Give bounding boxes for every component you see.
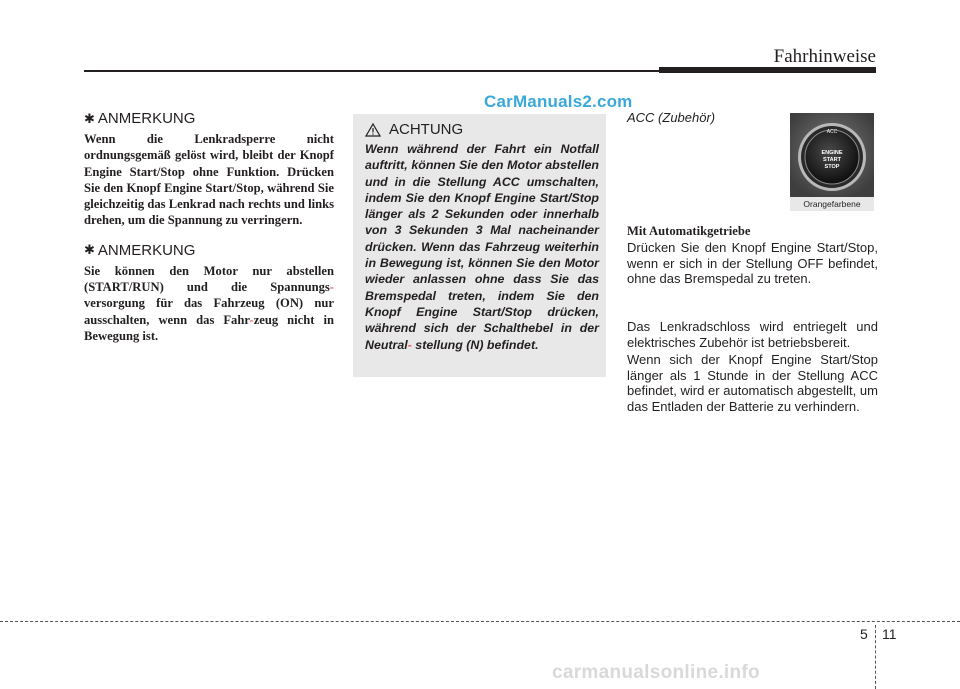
warning-box	[353, 114, 606, 377]
warning-heading-text: ACHTUNG	[389, 121, 464, 138]
header-rule-thin	[84, 70, 660, 72]
warning-body-part2: stellung (N) befindet.	[415, 337, 539, 352]
engine-button-photo	[790, 113, 874, 211]
cross-star-icon: ✱	[84, 110, 95, 126]
paragraph-3: Wenn sich der Knopf Engine Start/Stop länger als 1 Stunde in der Stellung ACC befindet, wird er automatisch abgestellt, um das Entladen der Batterie zu verhindern.	[627, 352, 878, 414]
watermark-top: CarManuals2.com	[484, 92, 633, 111]
engine-button-image	[790, 113, 874, 197]
warning-heading	[365, 121, 599, 138]
acc-heading: ACC (Zubehör)	[627, 110, 716, 125]
note-heading-2	[84, 242, 334, 259]
note-heading-1	[84, 110, 334, 127]
button-text-line-3: STOP	[824, 164, 840, 170]
warning-body	[365, 141, 599, 353]
cross-star-icon: ✱	[84, 242, 95, 258]
page-number-divider	[875, 625, 876, 689]
hyphen-mark: -	[249, 312, 254, 327]
paragraph-2: Das Lenkradschloss wird entriegelt und elektrisches Zubehör ist betriebsbereit.	[627, 319, 878, 350]
header-rule-thick	[659, 67, 876, 73]
note-heading-text: ANMERKUNG	[97, 110, 196, 127]
photo-caption: Orangefarbene	[790, 197, 874, 211]
button-text-line-2: START	[823, 157, 841, 163]
hyphen-mark: -	[407, 337, 412, 352]
button-text-line-1: ENGINE	[821, 150, 843, 156]
page-number: 11	[882, 626, 897, 642]
note-body-2-part2: versorgung für das Fahrzeug (ON) nur ausschalten, wenn das Fahr	[84, 296, 334, 327]
hyphen-mark: -	[329, 280, 334, 295]
page-header-title: Fahrhinweise	[773, 46, 876, 67]
note-heading-text: ANMERKUNG	[97, 241, 196, 259]
note-body-2	[84, 263, 334, 344]
notes-column	[84, 110, 334, 357]
note-body-2-part3: zeug nicht in Bewegung ist.	[84, 312, 334, 343]
watermark-bottom: carmanualsonline.info	[552, 662, 760, 683]
chapter-number: 5	[860, 626, 868, 642]
footer-dashed-rule	[0, 621, 960, 622]
subheading-automatic: Mit Automatikgetriebe	[627, 224, 751, 238]
warning-triangle-icon	[365, 123, 381, 137]
note-body-2-part1: Sie können den Motor nur abstellen (START/RUN) und die Spannungs	[84, 263, 334, 295]
warning-body-part1: Wenn während der Fahrt ein Notfall auftritt, können Sie den Motor abstellen und in die Stellung ACC umschalten, indem Sie den Knopf Engine Start/Stop länger als 2 Sekunden oder innerhalb von 3 Sekunden 3 Mal nacheinander drücken. Wenn das Fahrzeug weiterhin in Bewegung ist, können Sie den Motor wieder anlassen ohne dass Sie das Bremspedal treten, indem Sie den Knopf Engine Start/Stop drücken, während sich der Schalthebel in der Neutral	[365, 142, 599, 352]
acc-ring-label: ACC	[826, 129, 838, 135]
paragraph-1: Drücken Sie den Knopf Engine Start/Stop, wenn er sich in der Stellung OFF befindet, ohne das Bremspedal zu treten.	[627, 240, 878, 287]
note-body-1: Wenn die Lenkradsperre nicht ordnungsgemäß gelöst wird, bleibt der Knopf Engine Start/Stop ohne Funktion. Drücken Sie den Knopf Engine Start/Stop, während Sie gleichzeitig das Lenkrad nach rechts und links drehen, um die Spannung zu verringern.	[84, 132, 334, 228]
engine-start-stop-button-icon	[790, 113, 874, 197]
